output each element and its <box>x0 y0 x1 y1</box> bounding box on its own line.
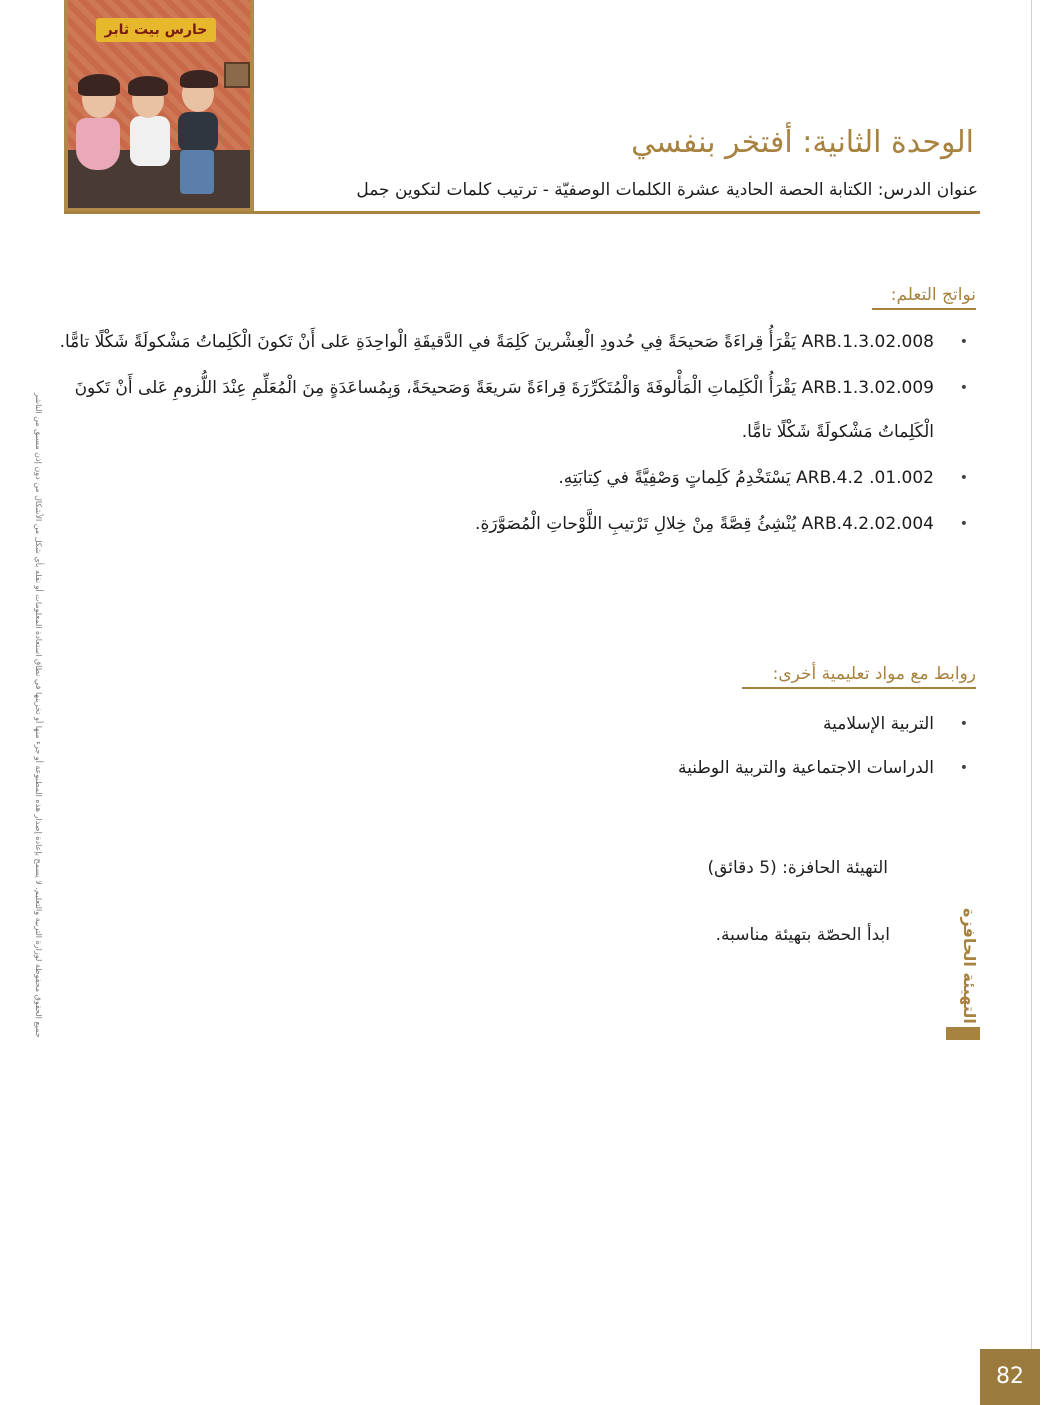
outcome-text: ARB.1.3.02.008 يَقْرَأُ قِراءَةً صَحيحَةً فِي حُدودِ الْعِشْرينَ كَلِمَةً في الدَّقيقَةِ الْواحِدَةِ عَلى أَنْ تَكونَ الْكَلِماتُ مَشْكولَةً شَكْلًا تامًّا. <box>59 332 934 352</box>
list-item <box>58 320 968 364</box>
list-item <box>58 502 968 546</box>
warmup-side-label: التهيئة الحافزة <box>960 908 979 1024</box>
bullet-icon: • <box>959 716 968 732</box>
outcome-text: ARB.4.2.02.004 يُنْشِئُ قِصَّةً مِنْ خِلالِ تَرْتيبِ اللَّوْحاتِ الْمُصَوَّرَةِ. <box>475 514 934 534</box>
list-item <box>58 456 968 500</box>
cover-child-figure <box>130 116 170 166</box>
warmup-instruction: ابدأ الحصّة بتهيئة مناسبة. <box>715 925 890 945</box>
links-list <box>568 702 968 790</box>
lesson-title: عنوان الدرس: الكتابة الحصة الحادية عشرة الكلمات الوصفيّة - ترتيب كلمات لتكوين جمل <box>356 180 978 200</box>
outcome-text: ARB.1.3.02.009 يَقْرَأُ الْكَلِماتِ الْمَأْلوفَةَ وَالْمُتَكَرِّرَةَ قِراءَةً سَريعَةً وَصَحيحَةً، وَبِمُساعَدَةٍ مِنَ الْمُعَلِّمِ عِنْدَ اللُّزومِ عَلى أَنْ تَكونَ الْكَلِماتُ مَشْكولَةً شَكْلًا تامًّا. <box>74 378 934 442</box>
warmup-side-marker <box>946 1027 980 1040</box>
page-number: 82 <box>980 1349 1040 1405</box>
outcomes-heading-text: نواتج التعلم: <box>890 285 976 305</box>
bullet-icon: • <box>959 334 968 350</box>
cover-picture-frame <box>224 62 250 88</box>
header-divider <box>64 211 980 214</box>
page-edge-line <box>1031 0 1032 1349</box>
outcomes-heading <box>891 285 976 310</box>
cover-girl-figure <box>76 118 120 170</box>
unit-title: الوحدة الثانية: أفتخر بنفسي <box>631 125 974 160</box>
cover-title: حارس بيت ثابر <box>96 18 216 42</box>
bullet-icon: • <box>959 380 968 396</box>
book-cover-image <box>64 0 254 212</box>
cover-child-hair <box>128 76 168 96</box>
outcome-text: ARB.4.2 .01.002 يَسْتَخْدِمُ كَلِماتٍ وَصْفِيَّةً في كِتابَتِهِ. <box>558 468 934 488</box>
links-heading-underline <box>742 687 976 689</box>
list-item <box>568 746 968 790</box>
copyright-note: جميع الحقوق محفوظة لوزارة التربية والتعليم. لا يسمح بإعادة إصدار هذه المطبوعة أو جزء منها أو تخزينها في نطاق استعادة المعلومات أو نقله بأي شكل من الأشكال من دون إذن مسبق من الناشر <box>34 392 43 1038</box>
outcomes-list <box>58 320 968 548</box>
link-subject: التربية الإسلامية <box>823 714 934 734</box>
list-item <box>58 366 968 454</box>
cover-boy-figure <box>178 112 218 152</box>
links-heading-text: روابط مع مواد تعليمية أخرى: <box>772 664 976 684</box>
warmup-title: التهيئة الحافزة: (5 دقائق) <box>707 858 888 878</box>
link-subject: الدراسات الاجتماعية والتربية الوطنية <box>677 758 934 778</box>
cover-boy-legs <box>180 150 214 194</box>
bullet-icon: • <box>959 470 968 486</box>
list-item <box>568 702 968 746</box>
outcomes-heading-underline <box>872 308 976 310</box>
bullet-icon: • <box>959 516 968 532</box>
cover-boy-hair <box>180 70 218 88</box>
links-heading <box>773 664 976 689</box>
bullet-icon: • <box>959 760 968 776</box>
cover-girl-hair <box>78 74 120 96</box>
